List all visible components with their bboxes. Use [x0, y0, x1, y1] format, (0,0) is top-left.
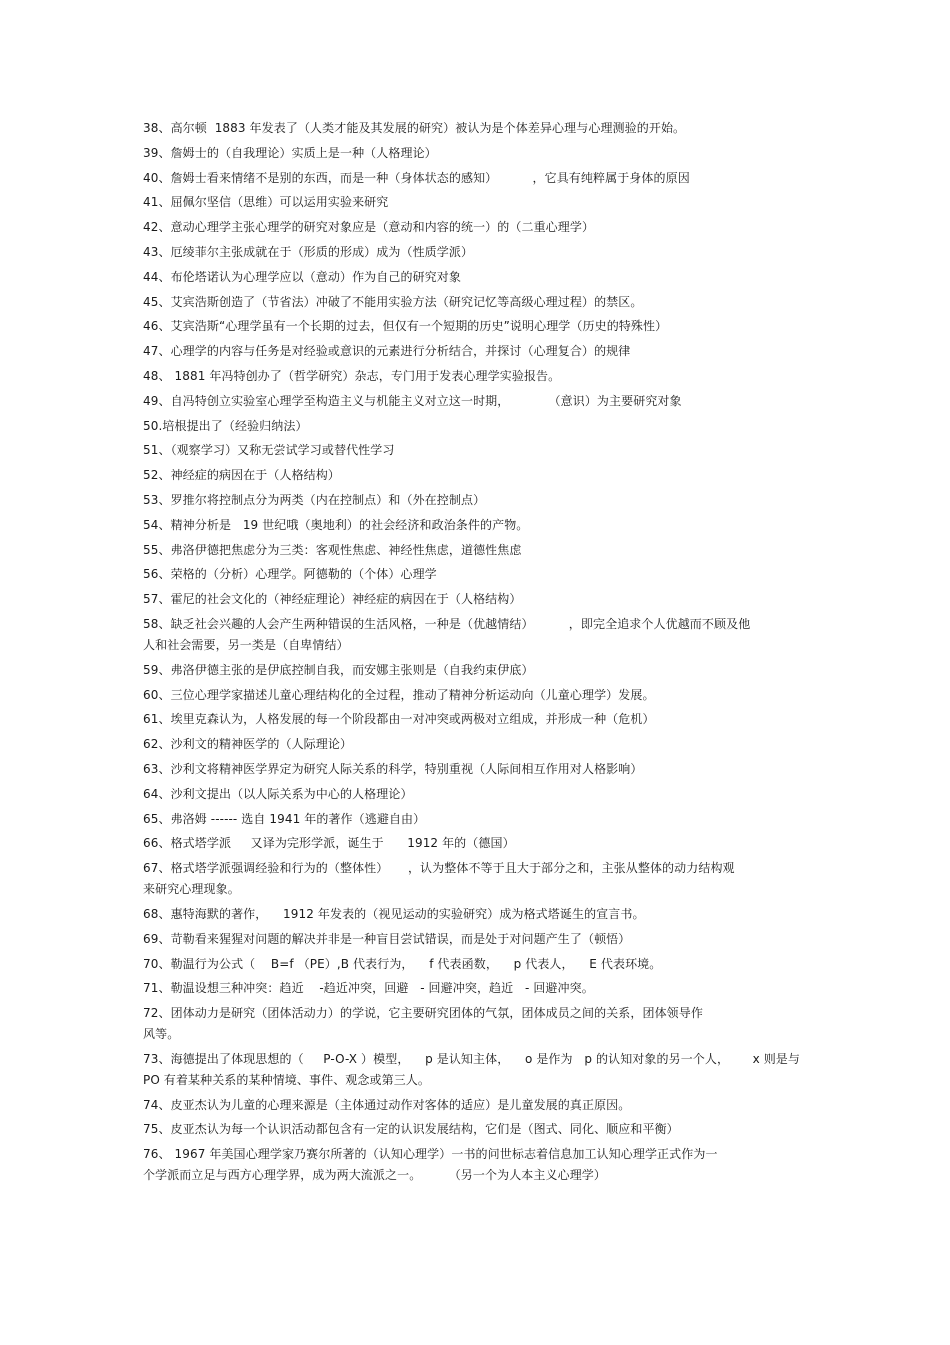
list-item: 73、海德提出了体现思想的（ P-O-X ）模型， p 是认知主体， o 是作为 p 的认知对象的另一个人， x 则是与 PO 有着某种关系的某种情境、事件、观念或第三人。 [143, 1051, 801, 1087]
list-item: 42、意动心理学主张心理学的研究对象应是（意动和内容的统一）的（二重心理学） [143, 220, 595, 235]
list-item: 69、苛勒看来猩猩对问题的解决并非是一种盲目尝试错误，而是处于对问题产生了（顿悟） [143, 931, 631, 946]
list-item: 71、勒温设想三种冲突：趋近 -趋近冲突，回避 - 回避冲突，趋近 - 回避冲突。 [143, 981, 594, 996]
list-item: 39、詹姆士的（自我理论）实质上是一种（人格理论） [143, 145, 437, 160]
list-item: 40、詹姆士看来情绪不是别的东西，而是一种（身体状态的感知） ，它具有纯粹属于身体的原因 [143, 170, 690, 185]
list-item: 49、自冯特创立实验室心理学至构造主义与机能主义对立这一时期， （意识）为主要研究对象 [143, 393, 682, 408]
list-item: 54、精神分析是 19 世纪哦（奥地利）的社会经济和政治条件的产物。 [143, 517, 529, 532]
list-item: 64、沙利文提出（以人际关系为中心的人格理论） [143, 786, 413, 801]
list-item: 48、 1881 年冯特创办了（哲学研究）杂志，专门用于发表心理学实验报告。 [143, 368, 561, 383]
list-item: 55、弗洛伊德把焦虑分为三类：客观性焦虑、神经性焦虑，道德性焦虑 [143, 542, 522, 557]
list-item: 65、弗洛姆 ------ 选自 1941 年的著作（逃避自由） [143, 811, 426, 826]
list-item: 58、缺乏社会兴趣的人会产生两种错误的生活风格，一种是（优越情结） ，即完全追求个人优越而不顾及他 人和社会需要，另一类是（自卑情结） [143, 616, 751, 652]
list-item: 51、（观察学习）又称无尝试学习或替代性学习 [143, 443, 395, 458]
list-item: 61、埃里克森认为，人格发展的每一个阶段都由一对冲突或两极对立组成，并形成一种（危机） [143, 712, 655, 727]
list-item: 75、皮亚杰认为每一个认识活动都包含有一定的认识发展结构，它们是（图式、同化、顺应和平衡） [143, 1122, 679, 1137]
list-item: 53、罗推尔将控制点分为两类（内在控制点）和（外在控制点） [143, 492, 486, 507]
list-item: 52、神经症的病因在于（人格结构） [143, 468, 340, 483]
document-body [143, 118, 823, 1190]
list-item: 46、艾宾浩斯“心理学虽有一个长期的过去，但仅有一个短期的历史”说明心理学（历史的特殊性） [143, 319, 668, 334]
list-item: 45、艾宾浩斯创造了（节省法）冲破了不能用实验方法（研究记忆等高级心理过程）的禁区。 [143, 294, 643, 309]
list-item: 57、霍尼的社会文化的（神经症理论）神经症的病因在于（人格结构） [143, 592, 522, 607]
list-item: 68、惠特海默的著作， 1912 年发表的（视见运动的实验研究）成为格式塔诞生的宣言书。 [143, 906, 645, 921]
list-item: 47、心理学的内容与任务是对经验或意识的元素进行分析结合，并探讨（心理复合）的规律 [143, 344, 631, 359]
list-item: 38、高尔顿 1883 年发表了（人类才能及其发展的研究）被认为是个体差异心理与心理测验的开始。 [143, 121, 686, 135]
list-item: 76、 1967 年美国心理学家乃赛尔所著的（认知心理学）一书的问世标志着信息加工认知心理学正式作为一 个学派而立足与西方心理学界，成为两大流派之一。 （另一个为人本主义心理学） [143, 1147, 718, 1183]
list-item: 70、勒温行为公式（ B=f （PE）,B 代表行为， f 代表函数， p 代表人， E 代表环境。 [143, 956, 662, 971]
list-item: 72、团体动力是研究（团体活动力）的学说，它主要研究团体的气氛，团体成员之间的关系，团体领导作 风等。 [143, 1006, 703, 1042]
list-item: 62、沙利文的精神医学的（人际理论） [143, 737, 353, 752]
list-item: 74、皮亚杰认为儿童的心理来源是（主体通过动作对客体的适应）是儿童发展的真正原因。 [143, 1097, 631, 1112]
list-item: 67、格式塔学派强调经验和行为的（整体性） ，认为整体不等于且大于部分之和，主张从整体的动力结构观 来研究心理现象。 [143, 861, 735, 897]
list-item: 59、弗洛伊德主张的是伊底控制自我，而安娜主张则是（自我约束伊底） [143, 662, 534, 677]
list-item: 50.培根提出了（经验归纳法） [143, 418, 308, 433]
list-item: 60、三位心理学家描述儿童心理结构化的全过程，推动了精神分析运动向（儿童心理学）发展。 [143, 687, 655, 702]
list-item: 56、荣格的（分析）心理学。阿德勒的（个体）心理学 [143, 567, 437, 582]
list-item: 44、布伦塔诺认为心理学应以（意动）作为自己的研究对象 [143, 269, 461, 284]
list-item: 63、沙利文将精神医学界定为研究人际关系的科学，特别重视（人际间相互作用对人格影响） [143, 761, 643, 776]
list-item: 43、厄绫菲尔主张成就在于（形质的形成）成为（性质学派） [143, 244, 474, 259]
list-item: 66、格式塔学派 又译为完形学派，诞生于 1912 年的（德国） [143, 836, 515, 851]
list-item: 41、屈佩尔坚信（思维）可以运用实验来研究 [143, 195, 389, 210]
